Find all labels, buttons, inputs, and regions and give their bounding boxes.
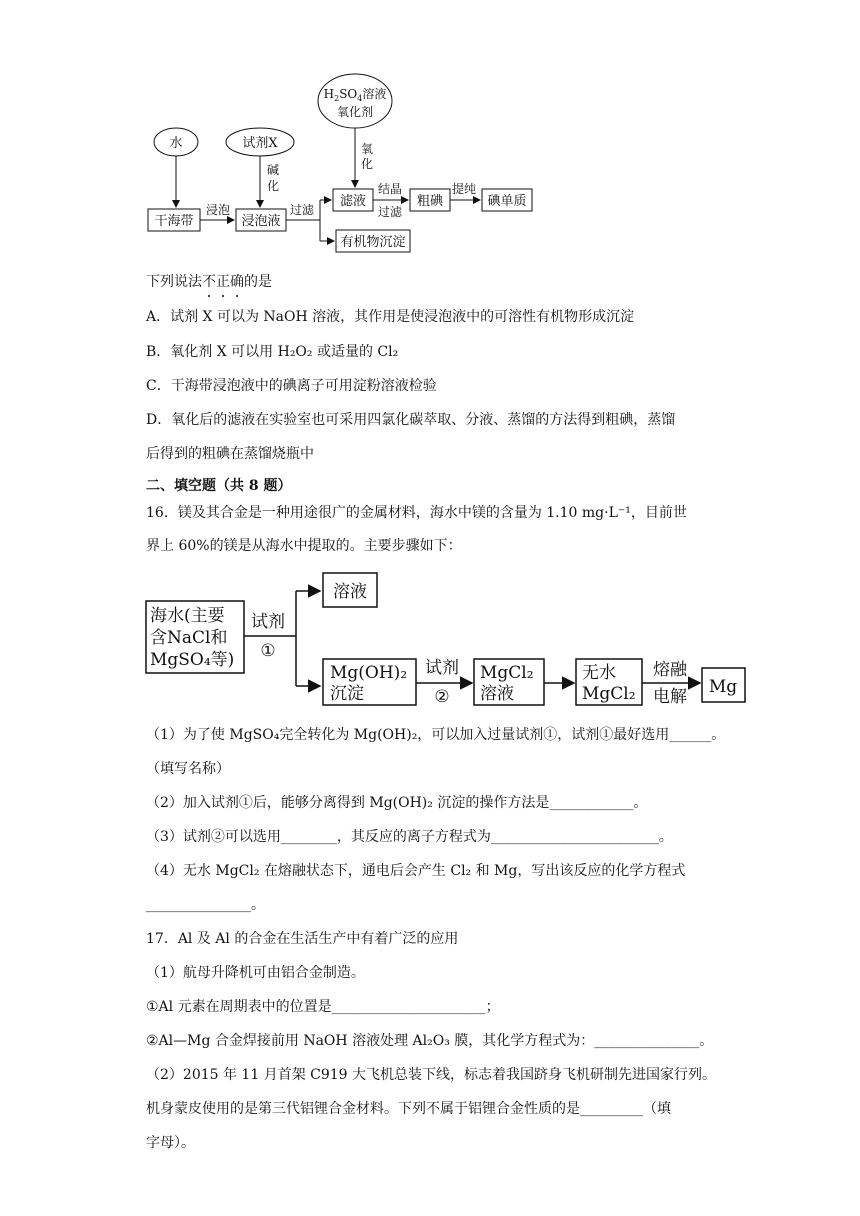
q16-line2: 界上 60%的镁是从海水中提取的。主要步骤如下： [146, 538, 462, 554]
q17-line1: 17．Al 及 Al 的合金在生活生产中有着广泛的应用 [146, 931, 459, 947]
q17-part2-c: 字母）。 [146, 1135, 195, 1151]
q15-option-b: B．氧化剂 X 可以用 H₂O₂ 或适量的 Cl₂ [146, 344, 399, 360]
q16-part4: （4）无水 MgCl₂ 在熔融状态下，通电后会产生 Cl₂ 和 Mg，写出该反应的化学方程式 [146, 863, 686, 879]
q16-part4-blank: _______________。 [146, 897, 265, 913]
mgoh2-box [323, 659, 416, 705]
seawater-line1: 海水(主要 [150, 606, 225, 626]
anhydrous-line1: 无水 [582, 663, 616, 683]
mg-box [702, 668, 745, 702]
q17-part1-b: ②Al—Mg 合金焊接前用 NaOH 溶液处理 Al₂O₃ 膜，其化学方程式为：_______________。 [146, 1033, 714, 1049]
q16-part2: （2）加入试剂①后，能够分离得到 Mg(OH)₂ 沉淀的操作方法是____________。 [146, 795, 648, 811]
q15-option-a: A．试剂 X 可以为 NaOH 溶液，其作用是使浸泡液中的可溶性有机物形成沉淀 [146, 309, 635, 325]
reagent1-number: ① [260, 641, 276, 661]
soak-edge-label: 浸泡 [205, 203, 231, 217]
reagent-x-label: 试剂X [242, 136, 278, 151]
q16-part3: （3）试剂②可以选用________，其反应的离子方程式为________________________。 [146, 829, 673, 845]
section-heading: 二、填空题（共 8 题） [146, 478, 292, 494]
reagent1-label: 试剂 [251, 612, 285, 632]
iodine-label: 碘单质 [487, 194, 527, 209]
anhydrous-line2: MgCl₂ [582, 684, 636, 704]
alkali-label-2: 化 [266, 179, 280, 193]
solution-box [323, 573, 377, 607]
filter2-label: 过滤 [377, 205, 403, 219]
reagent2-number: ② [434, 687, 450, 707]
ox-label-1: 氧 [360, 142, 374, 156]
q17-part2-b: 机身蒙皮使用的是第三代铝锂合金材料。下列不属于铝锂合金性质的是_________（填 [146, 1101, 671, 1117]
q16-line1: 16．镁及其合金是一种用途很广的金属材料，海水中镁的含量为 1.10 mg·L⁻¹，目前世 [146, 505, 687, 521]
q15-option-d-cont: 后得到的粗碘在蒸馏烧瓶中 [146, 446, 314, 462]
seawater-line3: MgSO₄等) [150, 650, 235, 670]
crystal-label: 结晶 [377, 182, 403, 196]
q15-option-d: D．氧化后的滤液在实验室也可采用四氯化碳萃取、分液、蒸馏的方法得到粗碘，蒸馏 [146, 412, 676, 428]
mgcl2-solution-line2: 溶液 [480, 684, 514, 704]
ox-label-2: 化 [360, 157, 374, 171]
mgcl2-solution-line1: MgCl₂ [480, 663, 534, 683]
crude-iodine-label: 粗碘 [416, 194, 444, 209]
water-label: 水 [169, 136, 183, 151]
oxidant-label: 氧化剂 [336, 105, 374, 119]
seawater-box [146, 601, 244, 673]
filter1-label: 过滤 [289, 203, 315, 217]
kelp-label: 干海带 [154, 214, 194, 229]
reagent2-label: 试剂 [425, 658, 459, 678]
purify-label: 提纯 [451, 182, 477, 196]
soak-liquid-label: 浸泡液 [241, 214, 281, 229]
q16-part1-note: （填写名称） [146, 761, 230, 777]
filtrate-label: 滤液 [339, 194, 367, 209]
mgcl2-solution-box [474, 659, 544, 705]
h2so4-oxidant-node [318, 74, 392, 128]
h2so4-label: $H_2SO_4$溶液 [323, 87, 387, 103]
iodine-extraction-flowchart [0, 0, 860, 270]
melt-label: 熔融 [653, 660, 687, 680]
q15-option-c: C．干海带浸泡液中的碘离子可用淀粉溶液检验 [146, 378, 437, 394]
q17-part1-a: ①Al 元素在周期表中的位置是______________________； [146, 999, 500, 1015]
mgoh2-line1: Mg(OH)₂ [330, 663, 408, 683]
q17-part2: （2）2015 年 11 月首架 C919 大飞机总装下线，标志着我国跻身飞机研制先进国家行列。 [146, 1067, 717, 1083]
organic-ppt-label: 有机物沉淀 [340, 235, 406, 250]
solution-label: 溶液 [333, 582, 367, 602]
electrolysis-label: 电解 [653, 687, 687, 707]
alkali-label-1: 碱 [266, 163, 280, 177]
mgoh2-line2: 沉淀 [330, 684, 364, 704]
q15-stem: 下列说法不正确的是 [146, 274, 272, 290]
q17-part1: （1）航母升降机可由铝合金制造。 [146, 965, 365, 981]
seawater-line2: 含NaCl和 [150, 628, 228, 648]
anhydrous-mgcl2-box [576, 659, 642, 705]
mg-label: Mg [708, 677, 738, 697]
q16-part1: （1）为了使 MgSO₄完全转化为 Mg(OH)₂，可以加入过量试剂①，试剂①最好选用______。 [146, 727, 726, 743]
